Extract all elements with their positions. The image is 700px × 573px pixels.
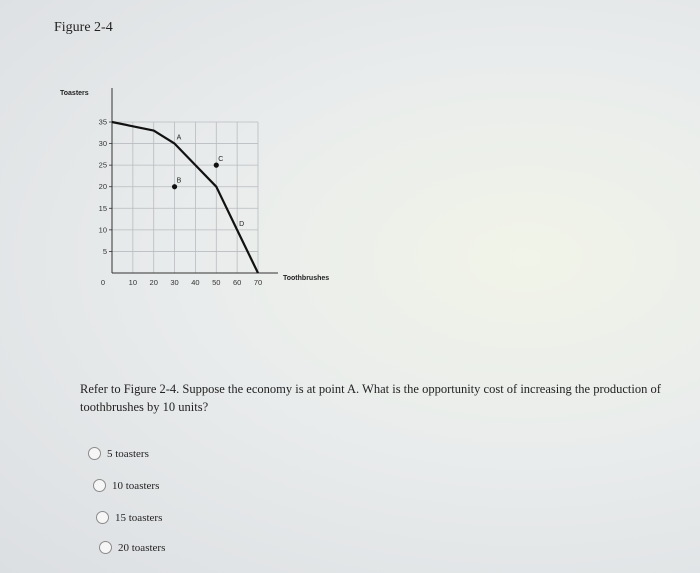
point-b-marker: [172, 184, 177, 189]
x-tick-label: 10: [128, 278, 138, 287]
point-c-label: C: [218, 156, 224, 164]
y-tick-label: 30: [98, 139, 107, 149]
point-b-label: B: [176, 177, 182, 185]
x-tick-label: 60: [232, 278, 242, 287]
point-a-label: A: [176, 134, 182, 142]
chart-axes: [112, 88, 278, 273]
chart-ticks: [99, 118, 263, 288]
chart-grid: [112, 122, 258, 273]
radio-button[interactable]: [99, 541, 112, 554]
x-tick-label: 30: [170, 278, 179, 287]
y-axis-label: Toasters: [60, 90, 89, 97]
option-label: 20 toasters: [118, 541, 166, 554]
x-tick-label: 50: [212, 278, 221, 287]
option-label: 10 toasters: [112, 479, 160, 492]
option-label: 15 toasters: [115, 511, 163, 524]
ppf-curve-group: [112, 122, 258, 273]
radio-button[interactable]: [93, 479, 106, 492]
y-tick-label: 25: [98, 160, 107, 170]
y-tick-label: 20: [98, 182, 107, 192]
x-tick-label: 70: [253, 278, 263, 287]
chart-points: [172, 135, 244, 228]
option-20-toasters[interactable]: [99, 541, 165, 554]
radio-button[interactable]: [96, 511, 109, 524]
x-axis-label: Toothbrushes: [283, 275, 330, 282]
x-tick-label: 40: [191, 278, 200, 287]
radio-button[interactable]: [88, 447, 101, 460]
x-tick-label: 20: [149, 278, 158, 287]
option-10-toasters[interactable]: [93, 479, 159, 492]
x-tick-label: 0: [100, 278, 106, 287]
y-tick-label: 5: [102, 246, 107, 256]
y-tick-label: 15: [98, 203, 107, 213]
option-label: 5 toasters: [107, 447, 149, 460]
y-tick-label: 10: [98, 225, 107, 235]
ppf-curve: [112, 122, 258, 273]
y-tick-label: 35: [98, 117, 107, 127]
question-text: Refer to Figure 2-4. Suppose the economy is at point A. What is the opportunity cost of increasing the production of toothbrushes by 10 units?: [80, 382, 661, 414]
point-d-label: D: [239, 220, 245, 228]
point-c-marker: [214, 163, 219, 168]
option-15-toasters[interactable]: [96, 511, 162, 524]
option-5-toasters[interactable]: [88, 447, 149, 460]
figure-title: Figure 2-4: [54, 20, 113, 35]
